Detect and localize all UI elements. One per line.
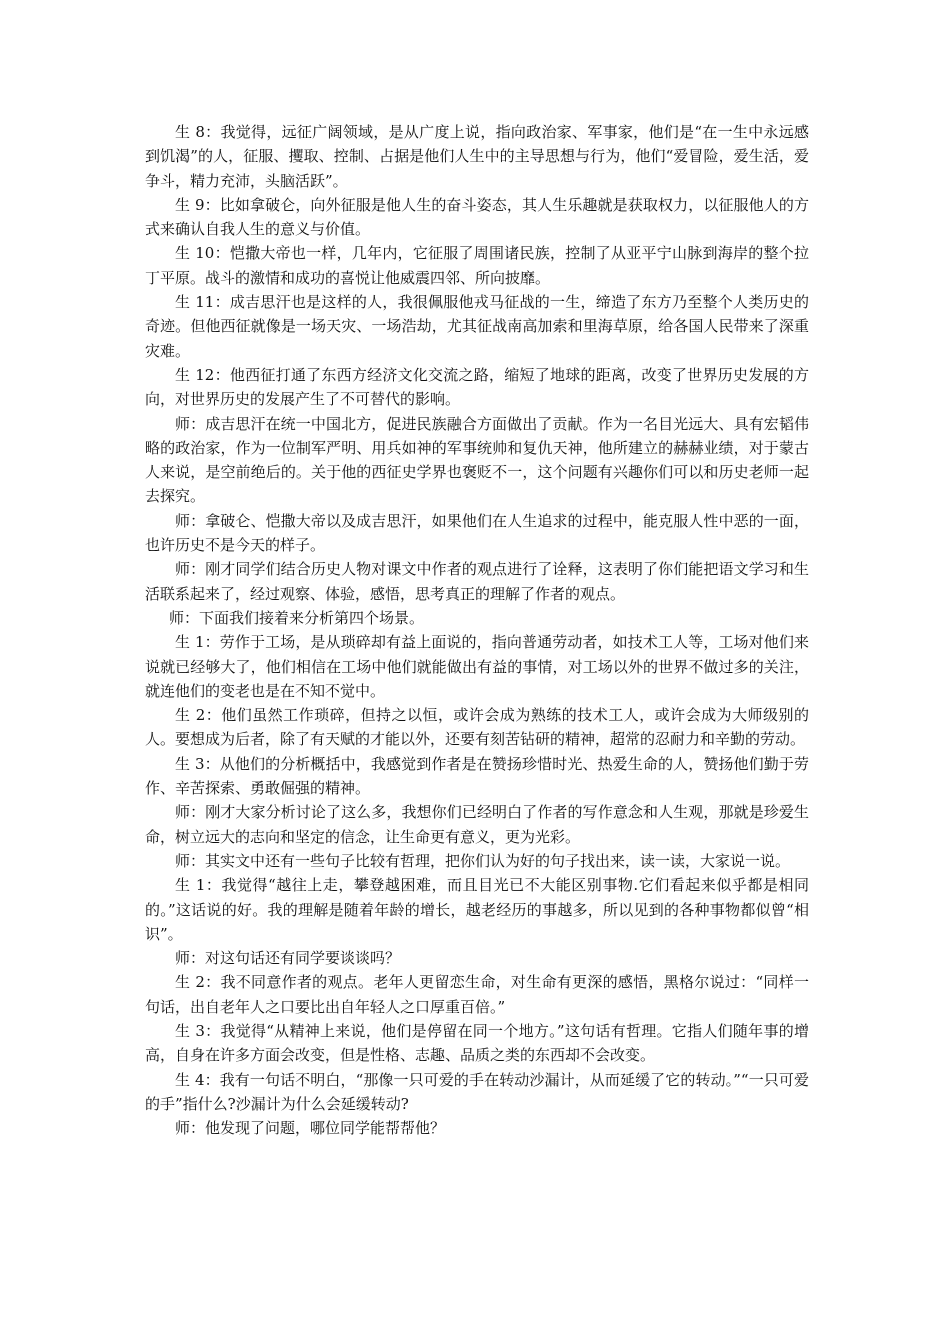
paragraph-student-10: 生 10：恺撒大帝也一样，几年内，它征服了周围诸民族，控制了从亚平宁山脉到海岸的整个拉丁平原。战斗的激情和成功的喜悦让他威震四邻、所向披靡。	[145, 244, 809, 287]
paragraph-teacher-sentences: 师：其实文中还有一些句子比较有哲理，把你们认为好的句子找出来，读一读，大家说一说。	[175, 851, 791, 870]
paragraph-teacher-scene-four: 师：下面我们接着来分析第四个场景。	[169, 608, 425, 627]
paragraph-student-11: 生 11：成吉思汗也是这样的人，我很佩服他戎马征战的一生，缔造了东方乃至整个人类历史的奇迹。但他西征就像是一场天灾、一场浩劫，尤其征战南高加索和里海草原，给各国人民带来了深重灾难。	[145, 293, 809, 360]
paragraph-teacher-summary: 师：刚才同学们结合历史人物对课文中作者的观点进行了诠释，这表明了你们能把语文学习和生活联系起来了，经过观察、体验，感悟，思考真正的理解了作者的观点。	[145, 560, 809, 603]
paragraph-student-9: 生 9：比如拿破仑，向外征服是他人生的奋斗姿态，其人生乐趣就是获取权力，以征服他人的方式来确认自我人生的意义与价值。	[145, 195, 809, 239]
paragraph-student-2-sentence: 生 2：我不同意作者的观点。老年人更留恋生命，对生命有更深的感悟，黑格尔说过：“同样一句话，出自老年人之口要比出自年轻人之口厚重百倍。”	[145, 973, 809, 1016]
paragraph-student-8: 生 8：我觉得，远征广阔领域，是从广度上说，指向政治家、军事家，他们是“在一生中永远感到饥渴”的人，征服、攫取、控制、占据是他们人生中的主导思想与行为，他们“爱冒险，爱生活，爱争斗，精力充沛，头脑活跃”。	[145, 123, 809, 190]
paragraph-teacher-genghis: 师：成吉思汗在统一中国北方，促进民族融合方面做出了贡献。作为一名目光远大、具有宏韬伟略的政治家，作为一位制军严明、用兵如神的军事统帅和复仇天神，他所建立的赫赫业绩，对于蒙古人来说，是空前绝后的。关于他的西征史学界也褒贬不一，这个问题有兴趣你们可以和历史老师一起去探究。	[145, 414, 809, 506]
paragraph-student-3-sentence: 生 3：我觉得“从精神上来说，他们是停留在同一个地方。”这句话有哲理。它指人们随年事的增高，自身在许多方面会改变，但是性格、志趣、品质之类的东西却不会改变。	[145, 1021, 809, 1065]
paragraph-student-12: 生 12：他西征打通了东西方经济文化交流之路，缩短了地球的距离，改变了世界历史发展的方向，对世界历史的发展产生了不可替代的影响。	[145, 365, 809, 409]
paragraph-teacher-conclusion: 师：刚才大家分析讨论了这么多，我想你们已经明白了作者的写作意念和人生观，那就是珍爱生命，树立远大的志向和坚定的信念，让生命更有意义，更为光彩。	[145, 803, 809, 846]
paragraph-teacher-history: 师：拿破仑、恺撒大帝以及成吉思汗，如果他们在人生追求的过程中，能克服人性中恶的一面，也许历史不是今天的样子。	[145, 511, 809, 555]
document-page	[145, 120, 809, 1140]
paragraph-student-4-sentence: 生 4：我有一句话不明白，“那像一只可爱的手在转动沙漏计，从而延缓了它的转动。”“一只可爱的手”指什么?沙漏计为什么会延缓转动?	[145, 1070, 809, 1113]
paragraph-teacher-question: 师：对这句话还有同学要谈谈吗？	[175, 949, 401, 968]
paragraph-student-1-workshop: 生 1：劳作于工场，是从琐碎却有益上面说的，指向普通劳动者，如技术工人等，工场对他们来说就已经够大了，他们相信在工场中他们就能做出有益的事情，对工场以外的世界不做过多的关注，就连他们的变老也是在不知不觉中。	[145, 633, 809, 700]
paragraph-student-3-workshop: 生 3：从他们的分析概括中，我感觉到作者是在赞扬珍惜时光、热爱生命的人，赞扬他们勤于劳作、辛苦探索、勇敢倔强的精神。	[145, 754, 809, 798]
paragraph-teacher-help: 师：他发现了问题，哪位同学能帮帮他？	[175, 1119, 446, 1138]
paragraph-student-2-workshop: 生 2：他们虽然工作琐碎，但持之以恒，或许会成为熟练的技术工人，或许会成为大师级别的人。要想成为后者，除了有天赋的才能以外，还要有刻苦钻研的精神，超常的忍耐力和辛勤的劳动。	[145, 706, 809, 749]
paragraph-student-1-sentence: 生 1：我觉得“越往上走，攀登越困难，而且目光已不大能区别事物.它们看起来似乎都是相同的。”这话说的好。我的理解是随着年龄的增长，越老经历的事越多，所以见到的各种事物都似曾“相识”。	[145, 876, 809, 943]
